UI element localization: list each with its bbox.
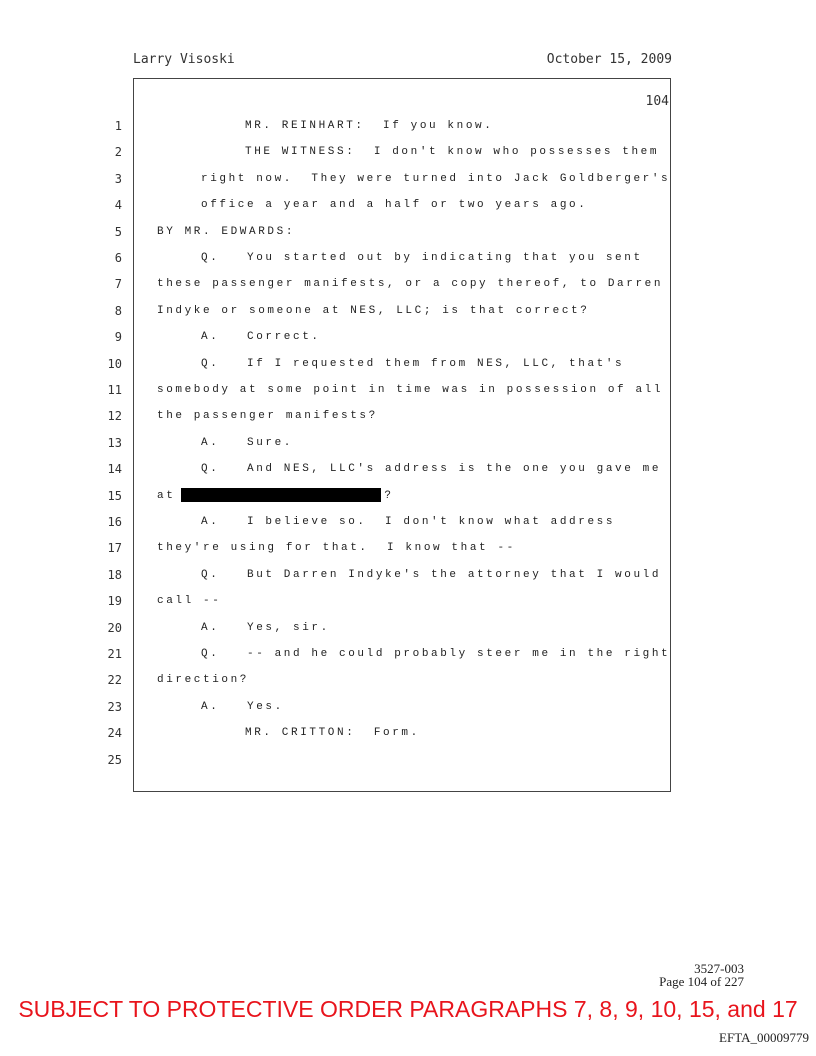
line-text: THE WITNESS: I don't know who possesses them (245, 146, 660, 159)
line-text: direction? (157, 674, 250, 687)
line-text: these passenger manifests, or a copy thereof, to Darren (157, 278, 664, 291)
line-text: call -- (157, 595, 222, 608)
line-text: A. Yes. (201, 700, 284, 713)
line-text: Q. But Darren Indyke's the attorney that I would (201, 568, 662, 581)
line-number: 18 (107, 567, 122, 582)
transcript-line (201, 644, 670, 664)
line-number: 10 (107, 356, 122, 371)
line-number: 2 (114, 145, 122, 160)
line-number: 3 (114, 171, 122, 186)
line-text: Q. You started out by indicating that you sent (201, 252, 643, 264)
line-number: 13 (107, 435, 122, 450)
line-number: 8 (114, 303, 122, 318)
document-id: 3527-003 (694, 961, 744, 976)
line-number: 17 (107, 541, 122, 556)
page-of-total: Page 104 of 227 (659, 974, 744, 989)
line-number: 21 (107, 647, 122, 661)
line-number: 25 (107, 752, 122, 767)
transcript-page-number: 104 (645, 94, 669, 109)
line-text-after-redaction: ? (384, 489, 394, 502)
line-number: 9 (114, 330, 122, 345)
transcript-line (157, 591, 221, 611)
line-text: Q. If I requested them from NES, LLC, that's (201, 357, 625, 370)
line-text: MR. REINHART: If you know. (245, 120, 494, 132)
transcript-line (157, 380, 663, 400)
transcript-line (157, 406, 378, 426)
bates-number: EFTA_00009779 (719, 1030, 809, 1045)
line-number: 20 (107, 620, 122, 635)
line-number: 4 (114, 198, 122, 213)
line-text: they're using for that. I know that -- (157, 542, 516, 555)
line-text: A. I believe so. I don't know what address (201, 516, 616, 528)
transcript-line (201, 327, 321, 347)
transcript-line (157, 670, 249, 690)
line-text: A. Yes, sir. (201, 621, 330, 634)
line-text: office a year and a half or two years ago. (201, 199, 588, 212)
line-text: Q. -- and he could probably steer me in the right (201, 648, 671, 660)
line-number: 15 (107, 488, 122, 503)
transcript-line (245, 142, 659, 162)
line-number: 6 (114, 251, 122, 265)
line-text: the passenger manifests? (157, 410, 378, 423)
transcript-line (157, 222, 295, 242)
transcript-line (201, 433, 293, 453)
line-text: BY MR. EDWARDS: (157, 225, 296, 238)
transcript-line (201, 169, 670, 189)
line-number: 24 (107, 726, 122, 741)
redaction-bar (181, 488, 381, 502)
line-text: A. Correct. (201, 331, 321, 344)
transcript-line (201, 195, 587, 215)
transcript-line (201, 459, 661, 479)
line-number: 5 (114, 224, 122, 239)
protective-order-notice: SUBJECT TO PROTECTIVE ORDER PARAGRAPHS 7, 8, 9, 10, 15, and 17 (18, 996, 798, 1022)
transcript-line (201, 354, 624, 374)
line-text: A. Sure. (201, 436, 294, 449)
witness-name: Larry Visoski (133, 52, 235, 67)
line-number: 14 (107, 462, 122, 477)
line-text: Q. And NES, LLC's address is the one you gave me (201, 463, 662, 476)
transcript-line (245, 116, 493, 136)
line-text: at (157, 489, 176, 502)
transcript-line (201, 565, 661, 585)
transcript-line (245, 723, 420, 743)
line-text: right now. They were turned into Jack Goldberger's (201, 172, 671, 185)
line-text: MR. CRITTON: Form. (245, 727, 420, 740)
deposition-date: October 15, 2009 (546, 52, 672, 67)
transcript-line (157, 301, 589, 321)
transcript-line (201, 618, 330, 638)
line-number: 22 (107, 673, 122, 688)
line-number: 12 (107, 409, 122, 424)
line-text: Indyke or someone at NES, LLC; is that correct? (157, 304, 590, 317)
line-number: 16 (107, 515, 122, 529)
transcript-line (157, 486, 394, 506)
transcript-line (157, 274, 663, 294)
transcript-line (201, 697, 284, 717)
line-number: 7 (114, 277, 122, 292)
line-number: 23 (107, 699, 122, 714)
document-footer-id (659, 962, 744, 988)
line-number: 11 (107, 383, 122, 397)
transcript-line (157, 538, 516, 558)
transcript-line (201, 512, 615, 532)
line-text: somebody at some point in time was in possession of all (157, 384, 664, 396)
line-number: 19 (107, 594, 122, 609)
line-number: 1 (114, 119, 122, 133)
transcript-line (201, 248, 643, 268)
